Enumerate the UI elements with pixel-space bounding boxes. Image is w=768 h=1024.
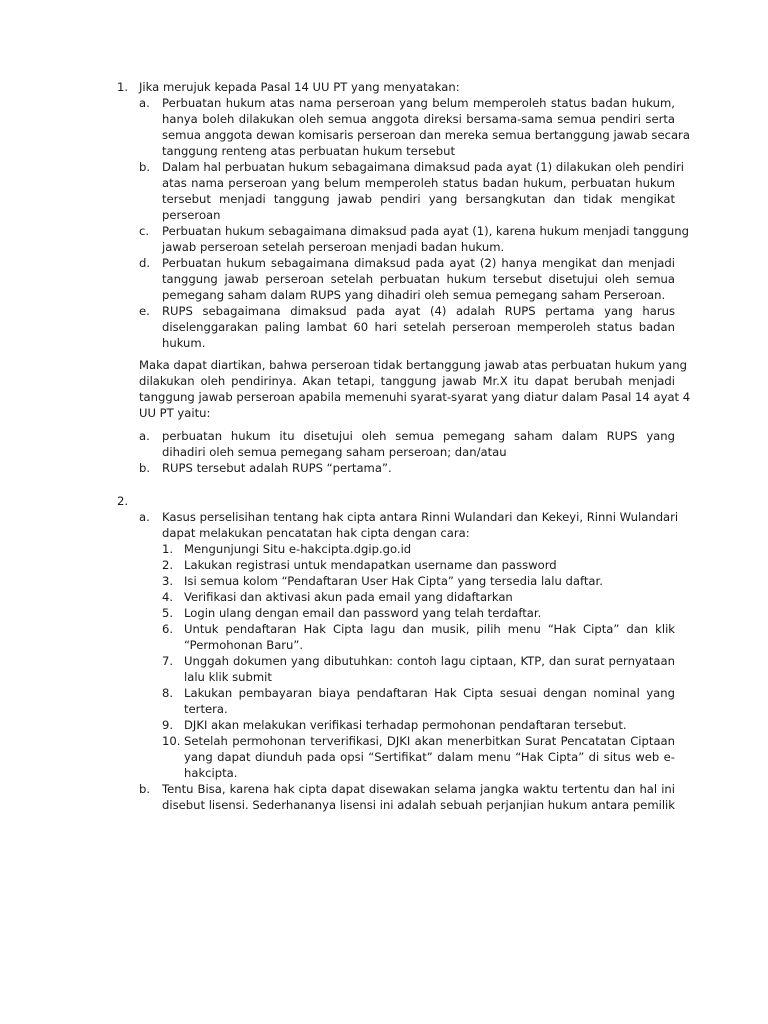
text-line: RUPS sebagaimana dimaksud pada ayat (4) adalah RUPS pertama yang harus xyxy=(162,304,675,318)
text-line: Untuk pendaftaran Hak Cipta lagu dan musik, pilih menu “Hak Cipta” dan klik xyxy=(184,622,675,636)
list-marker: d. xyxy=(139,256,151,270)
text-line: “Permohonan Baru”. xyxy=(184,638,304,652)
text-line: DJKI akan melakukan verifikasi terhadap permohonan pendaftaran tersebut. xyxy=(184,718,627,732)
text-line: UU PT yaitu: xyxy=(139,406,211,420)
list-marker: 5. xyxy=(162,606,174,620)
list-marker: a. xyxy=(139,510,150,524)
list-marker: 2. xyxy=(117,494,129,508)
text-line: lalu klik submit xyxy=(184,670,272,684)
text-line: Perbuatan hukum sebagaimana dimaksud pada ayat (1), karena hukum menjadi tanggung xyxy=(162,224,689,238)
list-marker: a. xyxy=(139,96,150,110)
text-line: dihadiri oleh semua pemegang saham perseroan; dan/atau xyxy=(162,445,507,459)
text-line: Kasus perselisihan tentang hak cipta antara Rinni Wulandari dan Kekeyi, Rinni Wulandari xyxy=(162,510,679,524)
list-marker: 8. xyxy=(162,686,174,700)
text-line: perbuatan hukum itu disetujui oleh semua pemegang saham dalam RUPS yang xyxy=(162,429,675,443)
text-line: Mengunjungi Situ e-hakcipta.dgip.go.id xyxy=(184,542,412,556)
text-line: pemegang saham dalam RUPS yang dihadiri oleh semua pemegang saham Perseroan. xyxy=(162,288,666,302)
text-line: Setelah permohonan terverifikasi, DJKI akan menerbitkan Surat Pencatatan Ciptaan xyxy=(184,734,675,748)
list-marker: 6. xyxy=(162,622,174,636)
list-marker: 10. xyxy=(162,734,181,748)
text-line: Login ulang dengan email dan password yang telah terdaftar. xyxy=(184,606,542,620)
text-line: Maka dapat diartikan, bahwa perseroan tidak bertanggung jawab atas perbuatan hukum yang xyxy=(139,358,687,372)
list-marker: 1. xyxy=(117,80,129,94)
text-line: Tentu Bisa, karena hak cipta dapat disewakan selama jangka waktu tertentu dan hal ini xyxy=(162,782,675,796)
text-line: Lakukan pembayaran biaya pendaftaran Hak Cipta sesuai dengan nominal yang xyxy=(184,686,675,700)
text-line: yang dapat diunduh pada opsi “Sertifikat” dalam menu “Hak Cipta” di situs web e- xyxy=(184,750,675,764)
text-line: Jika merujuk kepada Pasal 14 UU PT yang menyatakan: xyxy=(139,80,460,94)
text-line: tertera. xyxy=(184,702,228,716)
list-marker: 7. xyxy=(162,654,174,668)
text-line: Perbuatan hukum sebagaimana dimaksud pada ayat (2) hanya mengikat dan menjadi xyxy=(162,256,675,270)
text-line: tanggung renteng atas perbuatan hukum tersebut xyxy=(162,144,456,158)
text-line: Lakukan registrasi untuk mendapatkan username dan password xyxy=(184,558,557,572)
text-line: dapat melakukan pencatatan hak cipta dengan cara: xyxy=(162,526,470,540)
text-line: Verifikasi dan aktivasi akun pada email yang didaftarkan xyxy=(184,590,513,604)
text-line: tanggung jawab perseroan apabila memenuhi syarat-syarat yang diatur dalam Pasal 14 ayat 4 xyxy=(139,390,691,404)
list-marker: 9. xyxy=(162,718,174,732)
text-line: Perbuatan hukum atas nama perseroan yang belum memperoleh status badan hukum, xyxy=(162,96,675,110)
text-line: Unggah dokumen yang dibutuhkan: contoh lagu ciptaan, KTP, dan surat pernyataan xyxy=(184,654,675,668)
text-line: tanggung jawab perseroan setelah perbuatan hukum tersebut disetujui oleh semua xyxy=(162,272,675,286)
text-line: jawab perseroan setelah perseroan menjadi badan hukum. xyxy=(162,240,505,254)
text-line: diselenggarakan paling lambat 60 hari setelah perseroan memperoleh status badan xyxy=(162,320,675,334)
list-marker: c. xyxy=(139,224,150,238)
list-marker: b. xyxy=(139,461,151,475)
list-marker: b. xyxy=(139,782,151,796)
text-line: perseroan xyxy=(162,208,221,222)
list-marker: 3. xyxy=(162,574,174,588)
text-line: disebut lisensi. Sederhananya lisensi ini adalah sebuah perjanjian hukum antara pemilik xyxy=(162,798,675,812)
text-line: RUPS tersebut adalah RUPS “pertama”. xyxy=(162,461,392,475)
text-line: hakcipta. xyxy=(184,766,238,780)
text-line: dilakukan oleh pendirinya. Akan tetapi, tanggung jawab Mr.X itu dapat berubah menjadi xyxy=(139,374,675,388)
list-marker: 1. xyxy=(162,542,174,556)
text-line: Isi semua kolom “Pendaftaran User Hak Cipta” yang tersedia lalu daftar. xyxy=(184,574,603,588)
list-marker: 2. xyxy=(162,558,174,572)
text-line: atas nama perseroan yang belum memperoleh status badan hukum, perbuatan hukum xyxy=(162,176,675,190)
list-marker: b. xyxy=(139,160,151,174)
text-line: tersebut menjadi tanggung jawab pendiri yang bersangkutan dan tidak mengikat xyxy=(162,192,675,206)
text-line: semua anggota dewan komisaris perseroan dan mereka semua bertanggung jawab secara xyxy=(162,128,690,142)
text-line: hukum. xyxy=(162,336,206,350)
list-marker: a. xyxy=(139,429,150,443)
list-marker: e. xyxy=(139,304,150,318)
text-line: Dalam hal perbuatan hukum sebagaimana dimaksud pada ayat (1) dilakukan oleh pendiri xyxy=(162,160,684,174)
list-marker: 4. xyxy=(162,590,174,604)
text-line: hanya boleh dilakukan oleh semua anggota direksi bersama-sama semua pendiri serta xyxy=(162,112,675,126)
